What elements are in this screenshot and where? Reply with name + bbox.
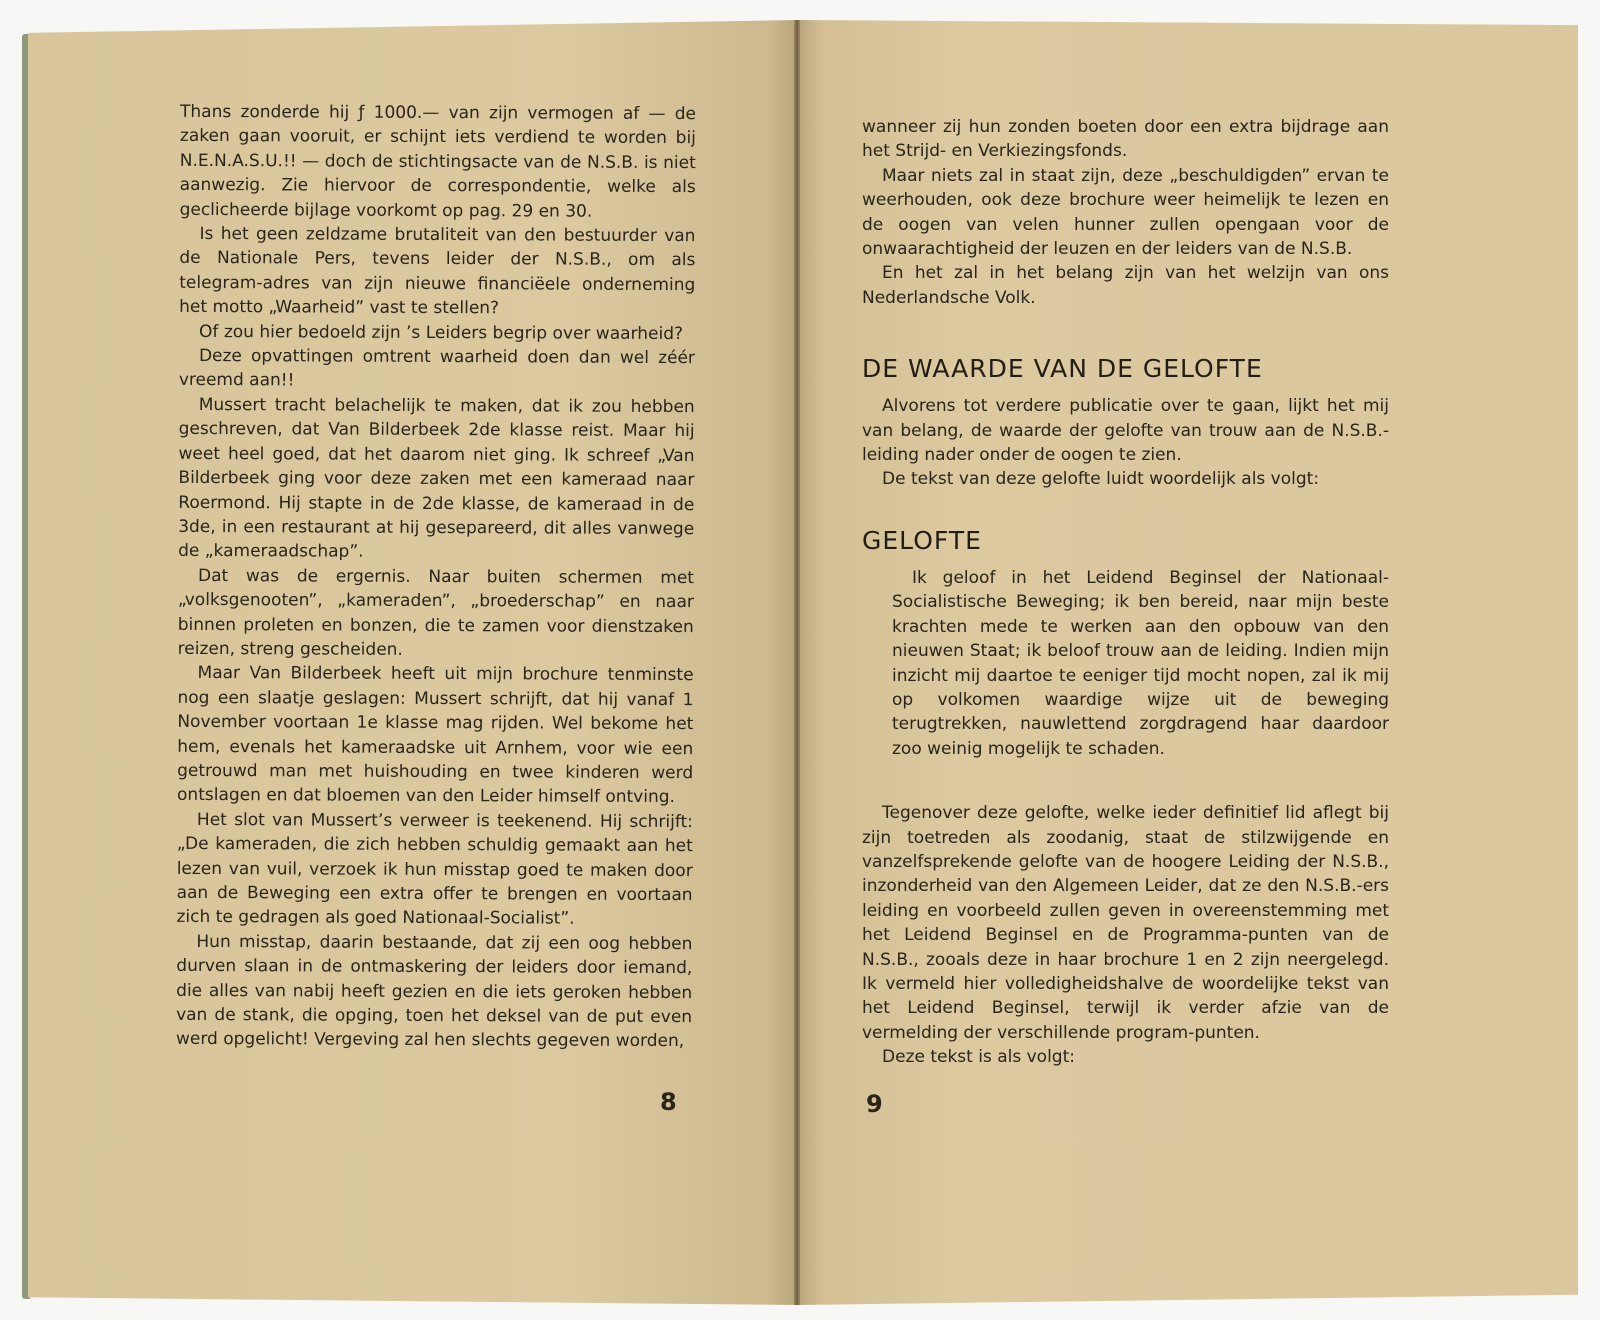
paragraph: Tegenover deze gelofte, welke ieder definitief lid aflegt bij zijn toetreden als zoodanig, staat de stilzwijgende en vanzelfsprekende gelofte van de hoogere Leiding der N.S.B., inzonderheid van den Algemeen Leider, dat ze den N.S.B.-ers leiding en voorbeeld zullen geven in overeenstemming met het Leidend Beginsel en de Programma-punten van de N.S.B., zooals deze in haar brochure 1 en 2 zijn neergelegd. Ik vermeld hier volledigheidshalve de woordelijke tekst van het Leidend Beginsel, terwijl ik verder afzie van de vermelding der verschillende program-punten. (862, 803, 1389, 1043)
oath-block (862, 566, 1389, 761)
paragraph: Dat was de ergernis. Naar buiten schermen met „volksgenooten”, „kameraden”, „broederschap” en naar binnen proleten en bonzen, die te zamen voor dienstzaken reizen, streng gescheiden. (177, 565, 695, 660)
section-heading-waarde: DE WAARDE VAN DE GELOFTE (862, 354, 1263, 384)
paragraph: Deze tekst is als volgt: (882, 1047, 1075, 1068)
paragraph: Maar niets zal in staat zijn, deze „beschuldigden” ervan te weerhouden, ook deze brochure weer heimelijk te lezen en de oogen van velen hunner zullen opengaan voor de onwaarachtigheid der leuzen en der leiders van de N.S.B. (862, 165, 1389, 260)
paragraph: Maar Van Bilderbeek heeft uit mijn brochure tenminste nog een slaatje geslagen: Mussert schrijft, dat hij vanaf 1 November voortaan 1e klasse mag rijden. Wel bekome het hem, evenals het kameraadske uit Arnhem, voor wie een getrouwd man met huishouding en twee kinderen werd ontslagen en dat bloemen van den Leider himself ontving. (177, 663, 694, 808)
paragraph: En het zal in het belang zijn van het welzijn van ons Nederlandsche Volk. (862, 263, 1389, 308)
paragraph: Thans zonderde hij ƒ 1000.— van zijn vermogen af — de zaken gaan vooruit, er schijnt iets verdiend te worden bij N.E.N.A.S.U.!! — doch de stichtingsacte van de N.S.B. is niet aanwezig. Zie hiervoor de correspondentie, welke als geclicheerde bijlage voorkomt op pag. 29 en 30. (179, 101, 697, 222)
paragraph: Is het geen zeldzame brutaliteit van den bestuurder van de Nationale Pers, tevens leider der N.S.B., om als telegram-adres van zijn nieuwe financiëele onderneming het motto „Waarheid” vast te stellen? (179, 223, 696, 319)
page-number-right: 9 (866, 1090, 883, 1118)
paragraph: Of zou hier bedoeld zijn ’s Leiders begrip over waarheid? (199, 321, 684, 344)
paragraph: Mussert tracht belachelijk te maken, dat ik zou hebben geschreven, dat Van Bilderbeek 2de klasse reist. Maar hij weet heel goed, dat het daarom niet ging. Ik schreef „Van Bilderbeek ging voor deze zaken met een kameraad naar Roermond. Hij stapte in de 2de klasse, de kameraad in de 3de, in een restaurant at hij gesepareerd, dit alles vanwege de „kameraadschap”. (178, 394, 695, 562)
section-heading-gelofte: GELOFTE (862, 525, 982, 555)
left-page-text (176, 100, 696, 1054)
paragraph: Alvorens tot verdere publicatie over te gaan, lijkt het mij van belang, de waarde der gelofte van trouw aan de N.S.B.-leiding nader onder de oogen te zien. (862, 396, 1389, 466)
paragraph: wanneer zij hun zonden boeten door een extra bijdrage aan het Strijd- en Verkiezingsfonds. (862, 117, 1389, 162)
binding-gutter (794, 20, 800, 1305)
right-page-text (862, 115, 1389, 1070)
paragraph: De tekst van deze gelofte luidt woordelijk als volgt: (882, 469, 1320, 490)
page-number-left: 8 (660, 1088, 677, 1116)
paragraph: Hun misstap, daarin bestaande, dat zij een oog hebben durven slaan in de ontmaskering der leiders door iemand, die alles van nabij heeft gezien en die iets geroken hebben van de stank, die opging, toen het deksel van de put even werd opgelicht! Vergeving zal hen slechts gegeven worden, (175, 931, 693, 1052)
paragraph: Het slot van Mussert’s verweer is teekenend. Hij schrijft: „De kameraden, die zich hebben schuldig gemaakt aan het lezen van vuil, verzoek ik hun misstap goed te maken door aan de Beweging een extra offer te brengen en voortaan zich te gedragen als goed Nationaal-Socialist”. (176, 809, 693, 930)
oath-text: Ik geloof in het Leidend Beginsel der Nationaal-Socialistische Beweging; ik ben bereid, naar mijn beste krachten mede te werken aan den opbouw van den nieuwen Staat; ik beloof trouw aan de leiding. Indien mijn inzicht mij daartoe te eeniger tijd mocht nopen, zal ik mij op volkomen waardige wijze uit de beweging terugtrekken, nauwlettend zorgdragend haar daardoor zoo weinig mogelijk te schaden. (892, 567, 1389, 759)
paragraph: Deze opvattingen omtrent waarheid doen dan wel zéér vreemd aan!! (178, 346, 696, 391)
